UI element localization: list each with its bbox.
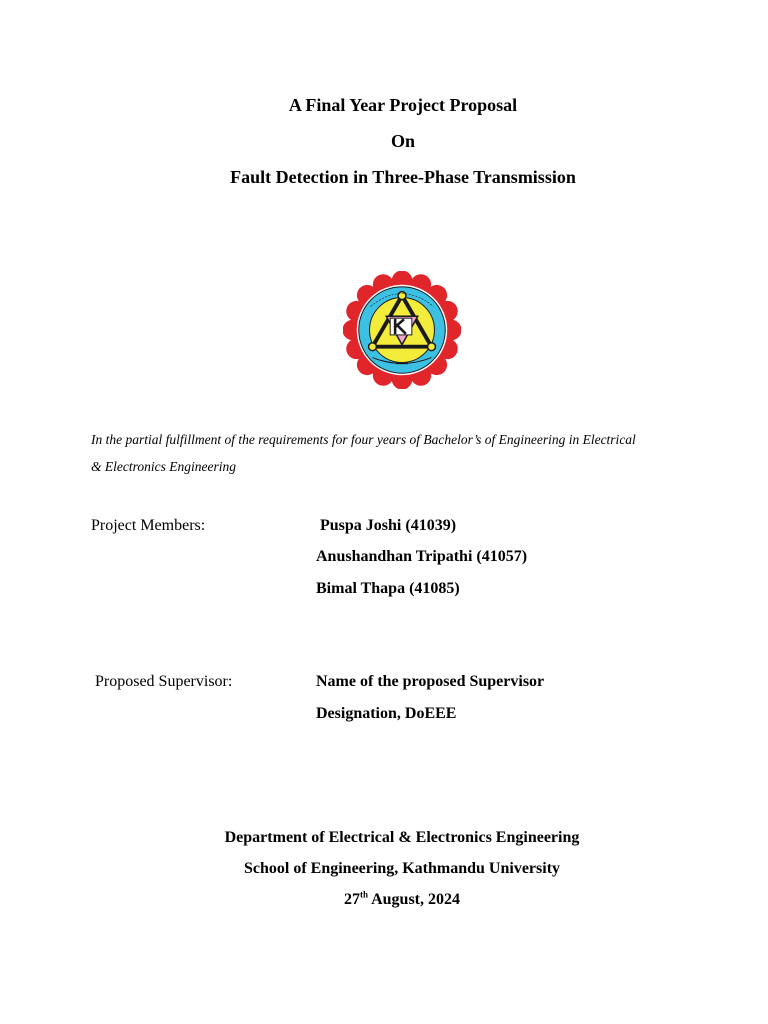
project-title: Fault Detection in Three-Phase Transmission bbox=[230, 167, 576, 187]
title-line-1: A Final Year Project Proposal bbox=[288, 95, 518, 115]
supervisor-designation: Designation, DoEEE bbox=[316, 705, 457, 722]
supervisor-name: Name of the proposed Supervisor bbox=[316, 673, 545, 690]
project-member-1: Puspa Joshi (41039) bbox=[320, 517, 457, 534]
date-month-year: August, 2024 bbox=[367, 891, 461, 908]
project-members-label: Project Members: bbox=[91, 517, 206, 534]
kathmandu-university-seal-icon bbox=[343, 271, 461, 389]
project-member-3: Bimal Thapa (41085) bbox=[316, 580, 460, 597]
title-line-2: On bbox=[390, 131, 415, 151]
fulfillment-statement-line-2: & Electronics Engineering bbox=[91, 459, 236, 474]
date-day: 27 bbox=[343, 891, 360, 908]
submission-date bbox=[18, 889, 768, 911]
proposed-supervisor-label: Proposed Supervisor: bbox=[95, 673, 233, 690]
fulfillment-statement-line-1: In the partial fulfillment of the requirements for four years of Bachelor’s of Engineering in Electrical bbox=[91, 432, 636, 447]
date-suffix: th bbox=[359, 889, 368, 900]
project-member-2: Anushandhan Tripathi (41057) bbox=[316, 548, 528, 565]
school-name: School of Engineering, Kathmandu University bbox=[243, 860, 561, 877]
department-name: Department of Electrical & Electronics Engineering bbox=[224, 829, 580, 846]
